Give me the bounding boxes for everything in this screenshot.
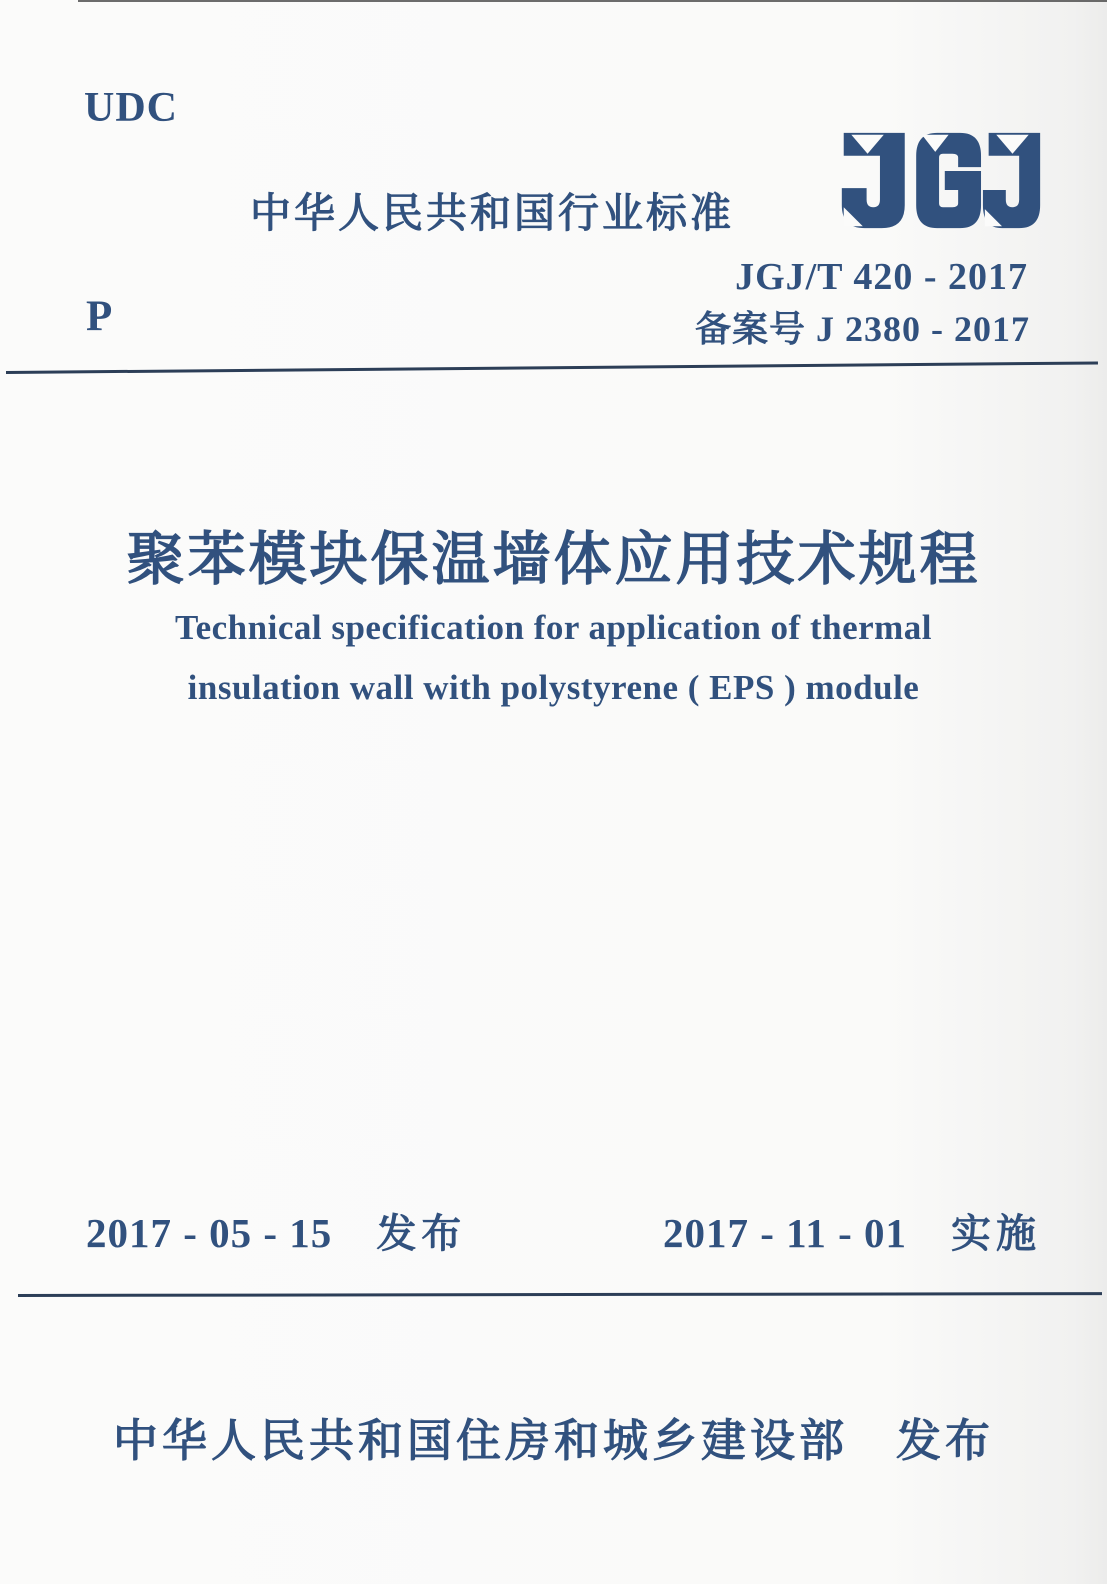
implement-label: 实施 [951,1212,1041,1256]
issue-date: 2017 - 05 - 15 [86,1210,333,1256]
classification-code: P [86,293,113,340]
publisher-name: 中华人民共和国住房和城乡建设部 [112,1415,848,1466]
publisher-line [0,1404,1107,1469]
issue-date-group [86,1202,466,1259]
title-english [0,598,1107,718]
udc-code: UDC [84,85,178,131]
header-rule [6,361,1098,374]
implement-date: 2017 - 11 - 01 [662,1210,907,1256]
scan-edge-artifact [78,0,1107,2]
jgj-logo-icon [838,131,1043,230]
title-english-line2: insulation wall with polystyrene ( EPS ) module [187,668,920,707]
publisher-action: 发布 [896,1415,995,1466]
standard-type-heading: 中华人民共和国行业标准 [250,190,734,236]
standard-number: JGJ/T 420 - 2017 [735,256,1028,298]
issue-label: 发布 [376,1212,467,1256]
record-number: 备案号 J 2380 - 2017 [695,309,1030,349]
dates-row [86,1202,1041,1259]
footer-rule [18,1292,1102,1297]
title-chinese: 聚苯模块保温墙体应用技术规程 [126,527,981,592]
implement-date-group [663,1202,1041,1259]
title-english-line1: Technical specification for application of thermal [174,608,933,647]
